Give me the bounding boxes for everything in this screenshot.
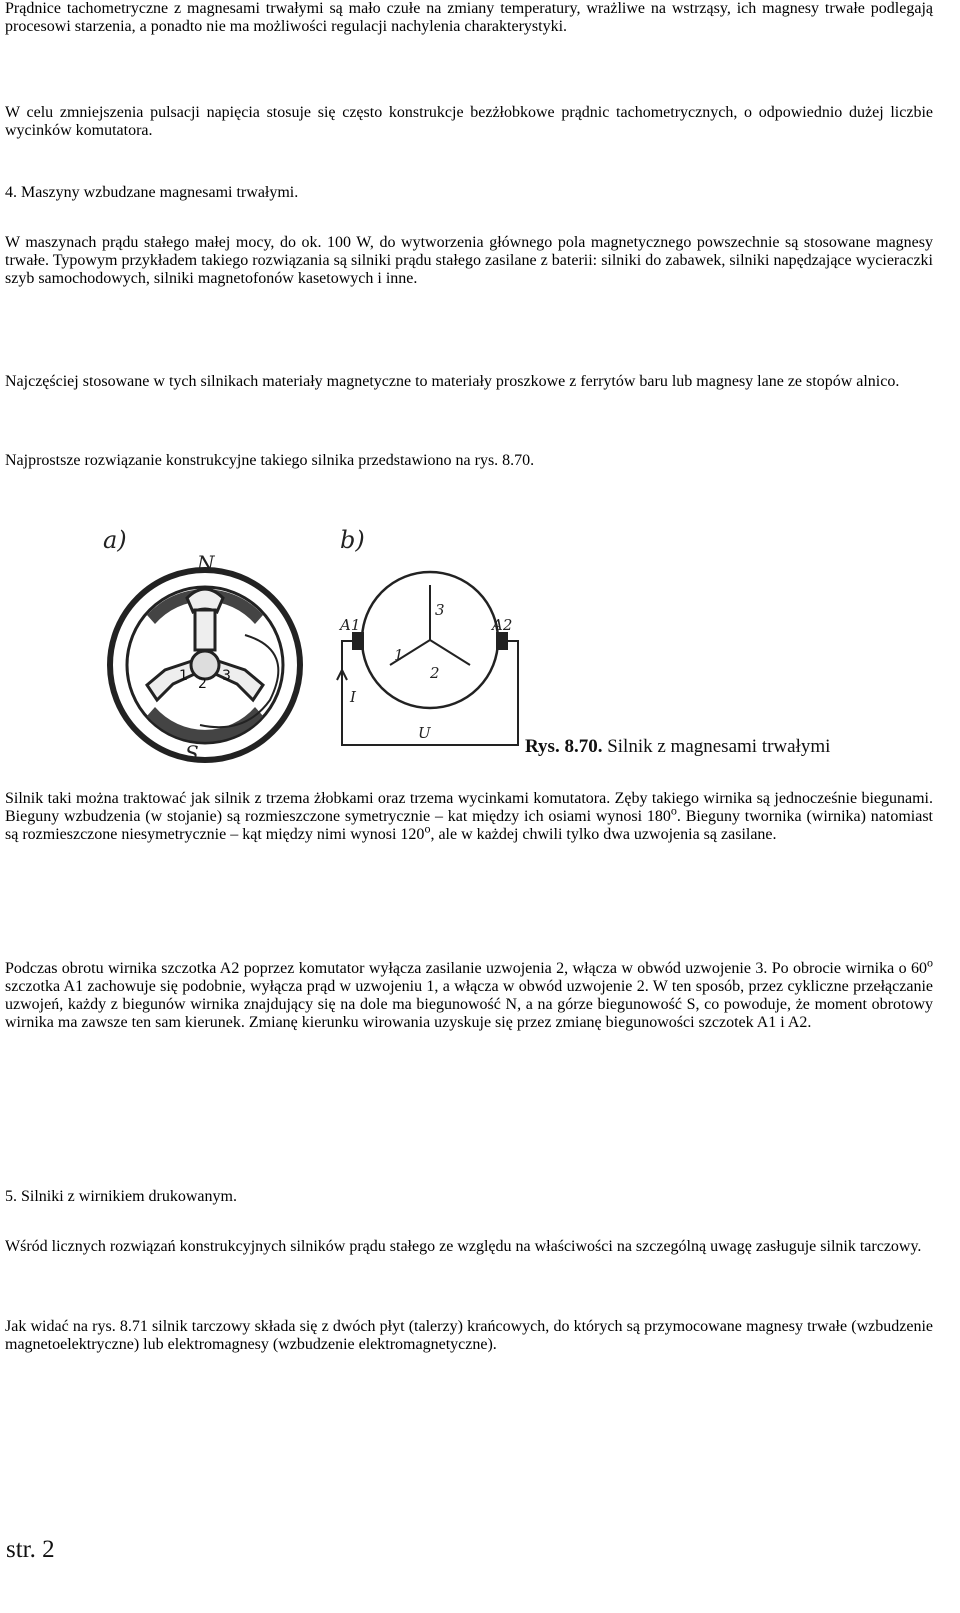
brush-a1 <box>352 632 364 650</box>
degree-sign: o <box>424 821 431 836</box>
brush-a2-label: A2 <box>492 616 513 634</box>
current-label: I <box>350 688 356 706</box>
winding-2-b: 2 <box>430 664 440 682</box>
section-heading-4: 4. Maszyny wzbudzane magnesami trwałymi. <box>5 184 299 201</box>
pole-s-label: S <box>185 741 199 765</box>
degree-sign: o <box>670 803 677 818</box>
degree-sign: o <box>927 955 933 970</box>
section-heading-5: 5. Silniki z wirnikiem drukowanym. <box>5 1188 237 1205</box>
paragraph-8: Wśród licznych rozwiązań konstrukcyjnych silników prądu stałego ze względu na właściwości na szczególną uwagę zasługuje silnik tarczowy. <box>5 1238 922 1255</box>
winding-1-b: 1 <box>394 646 404 664</box>
figure-b-label: b) <box>340 526 365 554</box>
paragraph-1: Prądnice tachometryczne z magnesami trwałymi są mało czułe na zmiany temperatury, wrażliwe na wstrząsy, ich magnesy trwałe podlegają procesowi starzenia, a ponadto nie ma możliwości regulacji nachylenia charakterystyki. <box>5 0 933 35</box>
paragraph-9: Jak widać na rys. 8.71 silnik tarczowy składa się z dwóch płyt (talerzy) krańcowych, do których są przymocowane magnesy trwałe (wzbudzenie magnetoelektryczne) lub elektromagnesy (wzbudzenie elektromagnetyczne). <box>5 1318 933 1353</box>
figure-b-circuit-diagram <box>330 520 530 760</box>
magnet-s <box>147 707 263 742</box>
figure-caption <box>525 736 830 758</box>
winding-3-b: 3 <box>435 601 445 619</box>
paragraph-2: W celu zmniejszenia pulsacji napięcia stosuje się często konstrukcje bezżłobkowe prądnic tachometrycznych, o odpowiednio dużej liczbie wycinków komutatora. <box>5 104 933 139</box>
winding-1-label: 1 <box>179 668 188 684</box>
page-number: str. 2 <box>6 1536 55 1563</box>
paragraph-3: W maszynach prądu stałego małej mocy, do ok. 100 W, do wytworzenia głównego pola magnetycznego powszechnie są stosowane magnesy trwałe. Typowym przykładem takiego rozwiązania są silniki prądu stałego zasilane z baterii: silniki do zabawek, silniki napędzające wycieraczki szyb samochodowych, silniki magnetofonów kasetowych i inne. <box>5 234 933 287</box>
figure-caption-number: Rys. 8.70. <box>525 736 603 757</box>
paragraph-4: Najczęściej stosowane w tych silnikach materiały magnetyczne to materiały proszkowe z ferrytów baru lub magnesy lane ze stopów alnico. <box>5 373 900 390</box>
paragraph-7: Podczas obrotu wirnika szczotka A2 poprzez komutator wyłącza zasilanie uzwojenia 2, włącza w obwód uzwojenie 3. Po obrocie wirnika o 60$^o$ szczotka A1 zachowuje się podobnie, wyłącza prąd w uzwojeniu 1, a włącza w obwód uzwojenie 2. W ten sposób, przez cykliczne przełączanie uzwojeń, każdy z biegunów wirnika znajdujący się na dole ma biegunowość N, a na górze biegunowość S, co powoduje, że moment obrotowy wirnika ma zawsze ten sam kierunek. Zmianę kierunku wirowania uzyskuje się przez zmianę biegunowości szczotek A1 i A2. <box>5 955 933 1031</box>
brush-a1-label: A1 <box>340 616 361 634</box>
figure-a-label: a) <box>103 526 127 554</box>
pole-n-label: N <box>197 551 215 575</box>
voltage-label: U <box>418 724 431 742</box>
winding-2-label: 2 <box>198 676 207 692</box>
figure-caption-text: Silnik z magnesami trwałymi <box>607 736 831 757</box>
winding-3-label: 3 <box>222 668 231 684</box>
paragraph-5: Najprostsze rozwiązanie konstrukcyjne takiego silnika przedstawiono na rys. 8.70. <box>5 452 535 469</box>
paragraph-6: Silnik taki można traktować jak silnik z trzema żłobkami oraz trzema wycinkami komutatora. Zęby takiego wirnika są jednocześnie biegunami. Bieguny wzbudzenia (w stojanie) są rozmieszczone symetrycznie – kat między ich osiami wynosi 180$^o$. Bieguny twornika (wirnika) natomiast są rozmieszczone niesymetrycznie – kąt między nimi wynosi 120$^o$, ale w każdej chwili tylko dwa uzwojenia są zasilane. <box>5 790 934 843</box>
figure-a-motor-cross-section <box>95 520 325 770</box>
brush-a2 <box>496 632 508 650</box>
